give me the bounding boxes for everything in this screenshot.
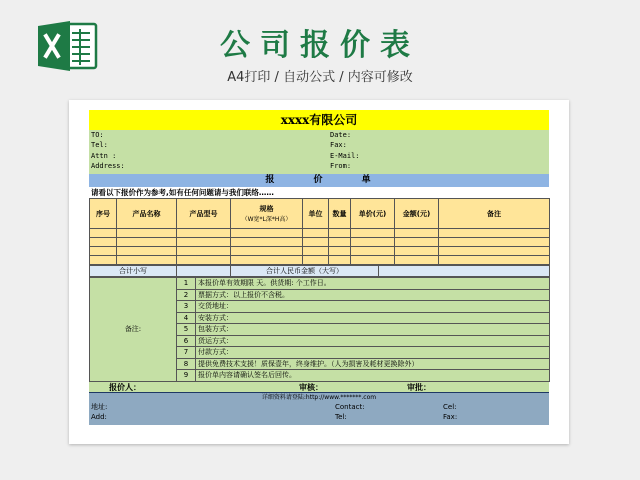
col-qty: 数量 xyxy=(329,199,351,229)
footer-contact: Contact: xyxy=(335,402,365,411)
term-number: 4 xyxy=(177,312,196,324)
col-unit: 单位 xyxy=(303,199,329,229)
col-price: 单价(元) xyxy=(351,199,395,229)
table-cell[interactable] xyxy=(439,238,550,247)
subtotal-label: 合计小写 xyxy=(90,266,177,277)
items-header-row xyxy=(90,199,550,229)
table-cell[interactable] xyxy=(351,247,395,256)
table-cell[interactable] xyxy=(351,229,395,238)
table-cell[interactable] xyxy=(177,247,231,256)
col-model: 产品型号 xyxy=(177,199,231,229)
table-cell[interactable] xyxy=(90,256,117,265)
term-number: 3 xyxy=(177,301,196,313)
table-cell[interactable] xyxy=(395,256,439,265)
table-row xyxy=(90,238,550,247)
col-remark: 备注 xyxy=(439,199,550,229)
quote-title-char: 价 xyxy=(313,175,325,185)
reviewer-label: 审核： xyxy=(299,382,323,392)
table-cell[interactable] xyxy=(439,256,550,265)
table-cell[interactable] xyxy=(303,256,329,265)
table-cell[interactable] xyxy=(90,229,117,238)
quoter-label: 报价人： xyxy=(109,382,141,392)
footer-fax: Fax: xyxy=(443,412,458,421)
table-cell[interactable] xyxy=(231,229,303,238)
table-cell[interactable] xyxy=(439,229,550,238)
info-from: From: xyxy=(330,162,352,170)
table-cell[interactable] xyxy=(303,229,329,238)
term-text[interactable]: 提供免费技术支援！质保壹年，终身维护。（人为损害及耗材更换除外） xyxy=(196,358,550,370)
term-number: 6 xyxy=(177,335,196,347)
company-name: xxxx有限公司 xyxy=(89,110,549,130)
table-cell[interactable] xyxy=(117,238,177,247)
info-fax: Fax: xyxy=(330,141,347,149)
term-row xyxy=(90,278,550,290)
footer-cel: Cel: xyxy=(443,402,457,411)
table-cell[interactable] xyxy=(395,247,439,256)
reference-note: 请看以下报价作为参考,如有任何问题请与我们联络…… xyxy=(91,188,274,197)
col-spec-sub: （W宽*L深*H高） xyxy=(241,216,292,223)
table-row xyxy=(90,256,550,265)
table-cell[interactable] xyxy=(231,238,303,247)
quote-title-char: 报 xyxy=(265,175,277,185)
table-cell[interactable] xyxy=(395,238,439,247)
term-number: 8 xyxy=(177,358,196,370)
table-cell[interactable] xyxy=(117,256,177,265)
terms-table xyxy=(89,277,550,382)
table-row xyxy=(90,229,550,238)
col-name: 产品名称 xyxy=(117,199,177,229)
term-number: 2 xyxy=(177,289,196,301)
website-note: 详细资料请登陆:http://www.*******.com xyxy=(261,393,377,401)
quote-title xyxy=(89,174,549,187)
term-text[interactable]: 本报价单有效期限 天。供货期: 个工作日。 xyxy=(196,278,550,290)
table-cell[interactable] xyxy=(90,238,117,247)
total-rmb-value[interactable] xyxy=(379,266,550,277)
table-cell[interactable] xyxy=(117,247,177,256)
table-cell[interactable] xyxy=(329,247,351,256)
col-spec xyxy=(231,199,303,229)
signature-row xyxy=(89,382,549,393)
table-cell[interactable] xyxy=(329,238,351,247)
info-attn: Attn : xyxy=(91,152,117,160)
footer-address: 地址: xyxy=(91,402,108,411)
totals-table xyxy=(89,265,550,277)
term-number: 7 xyxy=(177,347,196,359)
term-number: 9 xyxy=(177,370,196,382)
company-footer xyxy=(89,393,549,425)
table-cell[interactable] xyxy=(177,229,231,238)
term-text[interactable]: 报价单内容请确认签名后回传。 xyxy=(196,370,550,382)
info-date: Date: xyxy=(330,131,352,139)
table-cell[interactable] xyxy=(351,256,395,265)
term-number: 5 xyxy=(177,324,196,336)
table-cell[interactable] xyxy=(303,238,329,247)
table-row xyxy=(90,247,550,256)
contact-info-block xyxy=(89,130,549,174)
total-rmb-label: 合计人民币金额（大写） xyxy=(231,266,379,277)
term-text[interactable]: 交货地址： xyxy=(196,301,550,313)
info-tel: Tel: xyxy=(91,141,108,149)
footer-tel: Tel: xyxy=(335,412,347,421)
table-cell[interactable] xyxy=(439,247,550,256)
totals-row xyxy=(90,266,550,277)
table-cell[interactable] xyxy=(231,256,303,265)
table-cell[interactable] xyxy=(329,229,351,238)
items-table xyxy=(89,198,550,265)
approver-label: 审批： xyxy=(407,382,431,392)
table-cell[interactable] xyxy=(303,247,329,256)
term-number: 1 xyxy=(177,278,196,290)
table-cell[interactable] xyxy=(231,247,303,256)
terms-label: 备注: xyxy=(90,278,177,382)
info-email: E-Mail: xyxy=(330,152,360,160)
banner-title: 公司报价表 xyxy=(220,28,420,63)
table-cell[interactable] xyxy=(117,229,177,238)
col-spec-title: 规格 xyxy=(259,205,274,213)
quote-title-char: 单 xyxy=(361,175,373,185)
col-no: 序号 xyxy=(90,199,117,229)
table-cell[interactable] xyxy=(177,238,231,247)
table-cell[interactable] xyxy=(395,229,439,238)
term-text[interactable]: 付款方式： xyxy=(196,347,550,359)
col-amount: 金额(元) xyxy=(395,199,439,229)
table-cell[interactable] xyxy=(177,256,231,265)
term-text[interactable]: 安装方式： xyxy=(196,312,550,324)
quotation-form xyxy=(89,110,549,425)
table-cell[interactable] xyxy=(351,238,395,247)
table-cell[interactable] xyxy=(90,247,117,256)
term-text[interactable]: 票据方式：以上报价不含税。 xyxy=(196,289,550,301)
term-text[interactable]: 包装方式： xyxy=(196,324,550,336)
banner-subtitle: A4打印 / 自动公式 / 内容可修改 xyxy=(227,70,413,85)
term-text[interactable]: 货运方式： xyxy=(196,335,550,347)
footer-add: Add: xyxy=(91,412,107,421)
subtotal-value[interactable] xyxy=(177,266,231,277)
spreadsheet-preview xyxy=(69,100,569,444)
table-cell[interactable] xyxy=(329,256,351,265)
info-address: Address: xyxy=(91,162,125,170)
info-to: TO: xyxy=(91,131,104,139)
